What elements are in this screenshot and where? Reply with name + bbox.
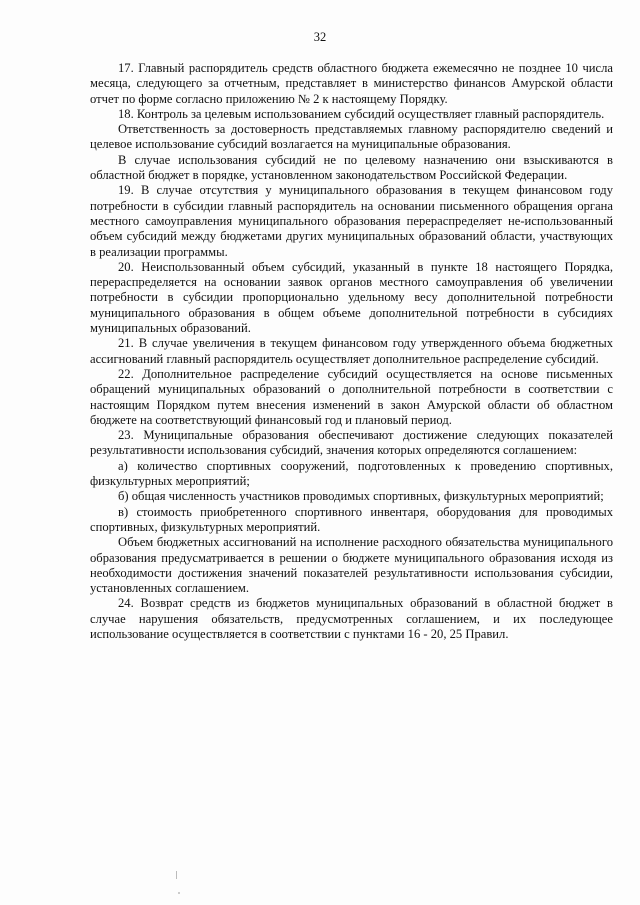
scan-artifact [176,871,177,879]
paragraph-21: 21. В случае увеличения в текущем финансовом году утвержденного объема бюджетных ассигнований главный распорядитель осуществляет дополнительное распределение субсидий. [90,336,613,366]
paragraph-22: 22. Дополнительное распределение субсидий осуществляется на основе письменных обращений муниципальных образований о дополнительной потребности в соответствии с настоящим Порядком путем внесения изменений в закон Амурской области об областном бюджете на соответствующий финансовый год и плановый период. [90,366,613,427]
paragraph-responsibility: Ответственность за достоверность представляемых главному распорядителю сведений и целевое использование субсидий возлагается на муниципальные образования. [90,122,613,152]
paragraph-misuse-recovery: В случае использования субсидий не по целевому назначению они взыскиваются в областной бюджет в порядке, установленном законодательством Российской Федерации. [90,152,613,183]
paragraph-20: 20. Неиспользованный объем субсидий, указанный в пункте 18 настоящего Порядка, перераспределяется на основании заявок органов местного самоуправления об увеличении потребности в субсидии пропорционально удельному весу дополнительной потребности муниципального образования в общем объеме дополнительной потребности в субсидиях муниципальных образований. [90,259,613,336]
paragraph-23: 23. Муниципальные образования обеспечивают достижение следующих показателей результативности использования субсидий, значения которых определяются соглашением: [90,428,613,458]
list-item-c: в) стоимость приобретенного спортивного инвентаря, оборудования для проводимых спортивных, физкультурных мероприятий. [90,504,613,534]
paragraph-18: 18. Контроль за целевым использованием субсидий осуществляет главный распорядитель. [118,106,605,121]
paragraph-budget-allocation: Объем бюджетных ассигнований на исполнение расходного обязательства муниципального образования предусматривается в решении о бюджете муниципального образования исходя из необходимости достижения значений показателей результативности использования субсидии, установленных соглашением. [90,535,613,596]
document-body [90,61,613,642]
page-number: 32 [313,30,327,44]
paragraph-24: 24. Возврат средств из бюджетов муниципальных образований в областной бюджет в случае нарушения обязательств, предусмотренных соглашением, и их последующее использование осуществляется в соответствии с пунктами 16 - 20, 25 Правил. [90,596,613,641]
paragraph-19: 19. В случае отсутствия у муниципального образования в текущем финансовом году потребности в субсидии главный распорядитель на основании письменного обращения органа местного самоуправления муниципального образования перераспределяет не-использованный объем субсидий между бюджетами других муниципальных образований области, участвующих в реализации программы. [90,183,613,259]
scan-artifact-dot [178,892,180,894]
list-item-a: а) количество спортивных сооружений, подготовленных к проведению спортивных, физкультурных мероприятий; [90,458,613,489]
list-item-b: б) общая численность участников проводимых спортивных, физкультурных мероприятий; [118,489,604,504]
paragraph-17: 17. Главный распорядитель средств областного бюджета ежемесячно не позднее 10 числа месяца, следующего за отчетным, представляет в министерство финансов Амурской области отчет по форме согласно приложению № 2 к настоящему Порядку. [90,61,613,106]
